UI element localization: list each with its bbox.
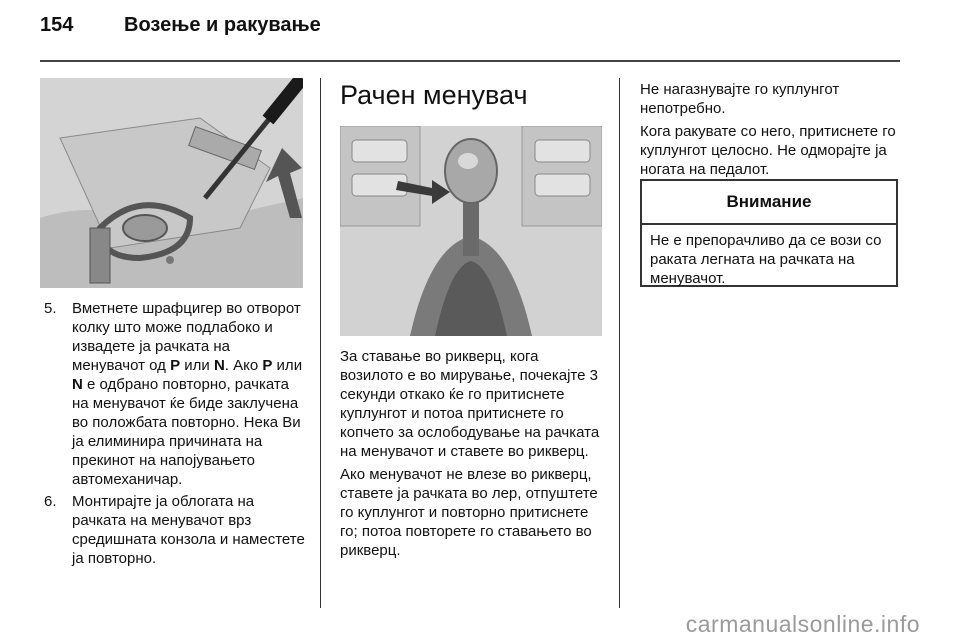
column-1-text — [40, 299, 305, 571]
reverse-paragraph-1: За ставање во рикверц, кога возилото е во мирување, почекајте 3 секунди откако ќе го притиснете куплунгот и потоа притиснете го копчето за ослободување на рачката на менувачот и ставете во рикверц. — [340, 348, 600, 460]
clutch-paragraph-2: Кога ракувате со него, притиснете го куплунгот целосно. Не одморајте ја ногата на педалот. — [640, 123, 896, 178]
step-5 — [40, 299, 305, 489]
page-number: 154 — [40, 14, 74, 36]
step-5-text-b: или — [180, 357, 214, 374]
figure-gear-shift — [340, 126, 602, 336]
clutch-paragraph-1: Не нагазнувајте го куплунгот непотребно. — [640, 81, 840, 117]
figure-screwdriver — [40, 78, 303, 288]
column-divider-1 — [320, 78, 321, 608]
screwdriver-illustration — [40, 78, 303, 288]
reverse-paragraph-2: Ако менувачот не влезе во рикверц, ставете ја рачката во лер, отпуштете го куплунгот и повторно притиснете го; потоа повторете го ставањето во рикверц. — [340, 466, 598, 559]
notice-text: Не е препорачливо да се вози со раката легната на рачката на менувачот. — [650, 232, 882, 287]
notice-title: Внимание — [642, 181, 896, 225]
step-5-text-c: . Ако — [224, 357, 263, 374]
column-divider-2 — [619, 78, 620, 608]
gear-shift-illustration — [340, 126, 602, 336]
column-2-text — [340, 347, 605, 560]
page-title: Возење и ракување — [124, 14, 321, 36]
step-5-text-d: или — [272, 357, 303, 374]
step-6 — [40, 492, 305, 568]
step-6-text: Монтирајте ја облогата на рачката на менувачот врз средишната конзола и наместете ја повторно. — [72, 493, 305, 567]
notice-box — [640, 179, 898, 287]
gear-n-2: N — [72, 376, 83, 393]
step-5-number: 5. — [44, 300, 57, 317]
gear-p: P — [170, 357, 181, 374]
column-3-text — [640, 80, 902, 179]
watermark: carmanualsonline.info — [685, 611, 920, 637]
section-heading: Рачен менувач — [340, 80, 528, 110]
gear-p-2: P — [262, 357, 273, 374]
step-5-text-a: Вметнете шрафцигер во отворот колку што може подлабоко и извадете ја рачката на менувачот од — [72, 300, 301, 374]
step-6-number: 6. — [44, 493, 57, 510]
step-5-text-e: е одбрано повторно, рачката на менувачот ќе биде заклучена во положбата повторно. Нека Ви ја елиминира причината на прекинот на напојувањето автомеханичар. — [72, 376, 301, 488]
header-rule — [40, 60, 900, 62]
gear-n: N — [213, 357, 225, 374]
page-header — [40, 14, 321, 37]
